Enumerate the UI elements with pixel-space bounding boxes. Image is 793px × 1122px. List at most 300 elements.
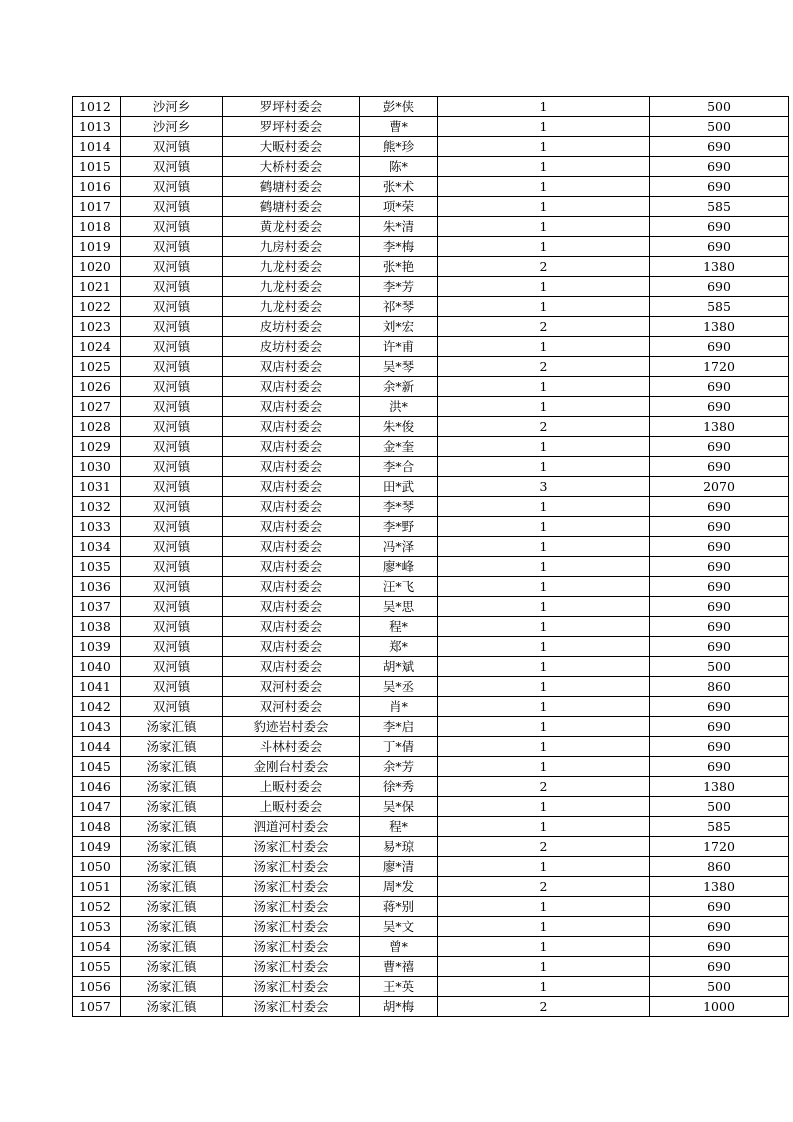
village-committee-cell: 双店村委会	[223, 657, 360, 677]
village-committee-cell: 双店村委会	[223, 637, 360, 657]
amount-cell: 1380	[650, 317, 789, 337]
amount-cell: 690	[650, 237, 789, 257]
town-cell: 双河镇	[121, 357, 223, 377]
village-committee-cell: 鹤塘村委会	[223, 197, 360, 217]
table-row	[73, 97, 789, 117]
town-cell: 汤家汇镇	[121, 837, 223, 857]
town-cell: 双河镇	[121, 317, 223, 337]
table-row	[73, 217, 789, 237]
town-cell: 双河镇	[121, 197, 223, 217]
town-cell: 汤家汇镇	[121, 957, 223, 977]
count-cell: 1	[438, 377, 650, 397]
name-cell: 朱*清	[360, 217, 438, 237]
town-cell: 双河镇	[121, 617, 223, 637]
town-cell: 汤家汇镇	[121, 737, 223, 757]
row-number: 1044	[73, 737, 121, 757]
count-cell: 1	[438, 857, 650, 877]
count-cell: 1	[438, 217, 650, 237]
table-row	[73, 157, 789, 177]
village-committee-cell: 双店村委会	[223, 557, 360, 577]
town-cell: 双河镇	[121, 177, 223, 197]
amount-cell: 690	[650, 917, 789, 937]
village-committee-cell: 金刚台村委会	[223, 757, 360, 777]
village-committee-cell: 斗林村委会	[223, 737, 360, 757]
amount-cell: 690	[650, 577, 789, 597]
count-cell: 1	[438, 597, 650, 617]
village-committee-cell: 罗坪村委会	[223, 117, 360, 137]
count-cell: 1	[438, 237, 650, 257]
row-number: 1023	[73, 317, 121, 337]
count-cell: 1	[438, 617, 650, 637]
amount-cell: 860	[650, 857, 789, 877]
village-committee-cell: 汤家汇村委会	[223, 997, 360, 1017]
row-number: 1040	[73, 657, 121, 677]
amount-cell: 690	[650, 397, 789, 417]
count-cell: 3	[438, 477, 650, 497]
name-cell: 余*新	[360, 377, 438, 397]
table-row	[73, 717, 789, 737]
town-cell: 双河镇	[121, 277, 223, 297]
name-cell: 曾*	[360, 937, 438, 957]
count-cell: 1	[438, 297, 650, 317]
town-cell: 双河镇	[121, 337, 223, 357]
village-committee-cell: 罗坪村委会	[223, 97, 360, 117]
table-row	[73, 477, 789, 497]
row-number: 1014	[73, 137, 121, 157]
town-cell: 沙河乡	[121, 97, 223, 117]
name-cell: 熊*珍	[360, 137, 438, 157]
table-row	[73, 877, 789, 897]
name-cell: 张*术	[360, 177, 438, 197]
table-row	[73, 897, 789, 917]
amount-cell: 500	[650, 97, 789, 117]
count-cell: 1	[438, 817, 650, 837]
count-cell: 1	[438, 697, 650, 717]
village-committee-cell: 双店村委会	[223, 517, 360, 537]
village-committee-cell: 双店村委会	[223, 457, 360, 477]
amount-cell: 500	[650, 657, 789, 677]
row-number: 1057	[73, 997, 121, 1017]
amount-cell: 1000	[650, 997, 789, 1017]
row-number: 1050	[73, 857, 121, 877]
count-cell: 1	[438, 677, 650, 697]
count-cell: 1	[438, 537, 650, 557]
row-number: 1036	[73, 577, 121, 597]
table-row	[73, 197, 789, 217]
row-number: 1018	[73, 217, 121, 237]
count-cell: 1	[438, 977, 650, 997]
amount-cell: 690	[650, 437, 789, 457]
table-row	[73, 257, 789, 277]
village-committee-cell: 双店村委会	[223, 357, 360, 377]
count-cell: 1	[438, 177, 650, 197]
amount-cell: 690	[650, 377, 789, 397]
village-committee-cell: 九龙村委会	[223, 297, 360, 317]
village-committee-cell: 九房村委会	[223, 237, 360, 257]
amount-cell: 1380	[650, 777, 789, 797]
village-committee-cell: 双店村委会	[223, 377, 360, 397]
amount-cell: 690	[650, 157, 789, 177]
amount-cell: 690	[650, 337, 789, 357]
name-cell: 廖*清	[360, 857, 438, 877]
village-committee-cell: 双店村委会	[223, 437, 360, 457]
name-cell: 吴*文	[360, 917, 438, 937]
count-cell: 1	[438, 917, 650, 937]
village-committee-cell: 皮坊村委会	[223, 337, 360, 357]
table-row	[73, 417, 789, 437]
town-cell: 双河镇	[121, 417, 223, 437]
amount-cell: 690	[650, 637, 789, 657]
name-cell: 程*	[360, 617, 438, 637]
count-cell: 1	[438, 277, 650, 297]
village-committee-cell: 双店村委会	[223, 597, 360, 617]
name-cell: 汪*飞	[360, 577, 438, 597]
name-cell: 吴*琴	[360, 357, 438, 377]
name-cell: 项*荣	[360, 197, 438, 217]
town-cell: 汤家汇镇	[121, 917, 223, 937]
table-row	[73, 297, 789, 317]
amount-cell: 690	[650, 597, 789, 617]
count-cell: 2	[438, 837, 650, 857]
town-cell: 双河镇	[121, 137, 223, 157]
town-cell: 双河镇	[121, 457, 223, 477]
village-committee-cell: 双店村委会	[223, 417, 360, 437]
town-cell: 汤家汇镇	[121, 897, 223, 917]
row-number: 1028	[73, 417, 121, 437]
row-number: 1019	[73, 237, 121, 257]
table-row	[73, 757, 789, 777]
village-committee-cell: 双河村委会	[223, 697, 360, 717]
name-cell: 田*武	[360, 477, 438, 497]
count-cell: 1	[438, 757, 650, 777]
table-row	[73, 497, 789, 517]
row-number: 1045	[73, 757, 121, 777]
count-cell: 1	[438, 337, 650, 357]
town-cell: 双河镇	[121, 237, 223, 257]
row-number: 1025	[73, 357, 121, 377]
table-row	[73, 137, 789, 157]
count-cell: 1	[438, 717, 650, 737]
table-row	[73, 277, 789, 297]
row-number: 1052	[73, 897, 121, 917]
town-cell: 双河镇	[121, 297, 223, 317]
count-cell: 1	[438, 657, 650, 677]
count-cell: 1	[438, 577, 650, 597]
table-row	[73, 177, 789, 197]
table-row	[73, 397, 789, 417]
amount-cell: 690	[650, 897, 789, 917]
village-committee-cell: 豹迹岩村委会	[223, 717, 360, 737]
amount-cell: 690	[650, 457, 789, 477]
table-row	[73, 917, 789, 937]
name-cell: 蒋*别	[360, 897, 438, 917]
amount-cell: 690	[650, 717, 789, 737]
table-row	[73, 337, 789, 357]
row-number: 1031	[73, 477, 121, 497]
town-cell: 汤家汇镇	[121, 717, 223, 737]
town-cell: 双河镇	[121, 517, 223, 537]
name-cell: 王*英	[360, 977, 438, 997]
village-committee-cell: 汤家汇村委会	[223, 857, 360, 877]
table-row	[73, 657, 789, 677]
name-cell: 曹*	[360, 117, 438, 137]
count-cell: 2	[438, 357, 650, 377]
row-number: 1013	[73, 117, 121, 137]
count-cell: 1	[438, 897, 650, 917]
count-cell: 1	[438, 937, 650, 957]
count-cell: 1	[438, 197, 650, 217]
count-cell: 2	[438, 317, 650, 337]
name-cell: 许*甫	[360, 337, 438, 357]
village-committee-cell: 九龙村委会	[223, 257, 360, 277]
table-row	[73, 817, 789, 837]
town-cell: 双河镇	[121, 497, 223, 517]
town-cell: 双河镇	[121, 477, 223, 497]
table-row	[73, 377, 789, 397]
amount-cell: 690	[650, 137, 789, 157]
name-cell: 洪*	[360, 397, 438, 417]
name-cell: 李*梅	[360, 237, 438, 257]
name-cell: 丁*倩	[360, 737, 438, 757]
town-cell: 双河镇	[121, 377, 223, 397]
row-number: 1046	[73, 777, 121, 797]
town-cell: 汤家汇镇	[121, 997, 223, 1017]
town-cell: 双河镇	[121, 257, 223, 277]
row-number: 1027	[73, 397, 121, 417]
village-committee-cell: 九龙村委会	[223, 277, 360, 297]
row-number: 1048	[73, 817, 121, 837]
amount-cell: 860	[650, 677, 789, 697]
town-cell: 双河镇	[121, 557, 223, 577]
village-committee-cell: 汤家汇村委会	[223, 977, 360, 997]
name-cell: 周*发	[360, 877, 438, 897]
village-committee-cell: 泗道河村委会	[223, 817, 360, 837]
name-cell: 张*艳	[360, 257, 438, 277]
count-cell: 2	[438, 877, 650, 897]
amount-cell: 1720	[650, 357, 789, 377]
table-row	[73, 357, 789, 377]
table-row	[73, 117, 789, 137]
table-row	[73, 537, 789, 557]
table-row	[73, 797, 789, 817]
village-committee-cell: 鹤塘村委会	[223, 177, 360, 197]
table-row	[73, 957, 789, 977]
town-cell: 双河镇	[121, 397, 223, 417]
amount-cell: 500	[650, 797, 789, 817]
table-row	[73, 857, 789, 877]
town-cell: 汤家汇镇	[121, 777, 223, 797]
count-cell: 1	[438, 737, 650, 757]
town-cell: 双河镇	[121, 597, 223, 617]
name-cell: 李*野	[360, 517, 438, 537]
village-committee-cell: 双店村委会	[223, 397, 360, 417]
village-committee-cell: 上畈村委会	[223, 797, 360, 817]
name-cell: 陈*	[360, 157, 438, 177]
town-cell: 汤家汇镇	[121, 877, 223, 897]
row-number: 1042	[73, 697, 121, 717]
amount-cell: 690	[650, 937, 789, 957]
amount-cell: 585	[650, 197, 789, 217]
name-cell: 刘*宏	[360, 317, 438, 337]
row-number: 1030	[73, 457, 121, 477]
count-cell: 2	[438, 257, 650, 277]
amount-cell: 690	[650, 497, 789, 517]
count-cell: 2	[438, 777, 650, 797]
count-cell: 1	[438, 97, 650, 117]
row-number: 1024	[73, 337, 121, 357]
table-row	[73, 997, 789, 1017]
name-cell: 金*奎	[360, 437, 438, 457]
name-cell: 胡*梅	[360, 997, 438, 1017]
name-cell: 余*芳	[360, 757, 438, 777]
village-committee-cell: 双店村委会	[223, 617, 360, 637]
row-number: 1035	[73, 557, 121, 577]
village-committee-cell: 汤家汇村委会	[223, 837, 360, 857]
count-cell: 1	[438, 457, 650, 477]
table-row	[73, 437, 789, 457]
name-cell: 彭*侠	[360, 97, 438, 117]
name-cell: 李*启	[360, 717, 438, 737]
row-number: 1034	[73, 537, 121, 557]
count-cell: 1	[438, 957, 650, 977]
name-cell: 祁*琴	[360, 297, 438, 317]
name-cell: 吴*思	[360, 597, 438, 617]
count-cell: 1	[438, 497, 650, 517]
count-cell: 1	[438, 637, 650, 657]
count-cell: 1	[438, 117, 650, 137]
amount-cell: 690	[650, 177, 789, 197]
count-cell: 2	[438, 417, 650, 437]
village-committee-cell: 汤家汇村委会	[223, 937, 360, 957]
town-cell: 汤家汇镇	[121, 757, 223, 777]
row-number: 1038	[73, 617, 121, 637]
table-row	[73, 637, 789, 657]
town-cell: 汤家汇镇	[121, 797, 223, 817]
amount-cell: 1720	[650, 837, 789, 857]
village-committee-cell: 双店村委会	[223, 497, 360, 517]
row-number: 1017	[73, 197, 121, 217]
table-row	[73, 737, 789, 757]
row-number: 1037	[73, 597, 121, 617]
village-committee-cell: 上畈村委会	[223, 777, 360, 797]
amount-cell: 690	[650, 697, 789, 717]
name-cell: 廖*峰	[360, 557, 438, 577]
name-cell: 曹*禧	[360, 957, 438, 977]
amount-cell: 1380	[650, 877, 789, 897]
amount-cell: 690	[650, 957, 789, 977]
row-number: 1039	[73, 637, 121, 657]
row-number: 1053	[73, 917, 121, 937]
table-row	[73, 777, 789, 797]
table-row	[73, 517, 789, 537]
table-row	[73, 237, 789, 257]
table-row	[73, 937, 789, 957]
count-cell: 1	[438, 797, 650, 817]
count-cell: 1	[438, 437, 650, 457]
town-cell: 双河镇	[121, 697, 223, 717]
amount-cell: 690	[650, 217, 789, 237]
table-row	[73, 677, 789, 697]
table-row	[73, 557, 789, 577]
town-cell: 双河镇	[121, 677, 223, 697]
town-cell: 汤家汇镇	[121, 857, 223, 877]
name-cell: 郑*	[360, 637, 438, 657]
name-cell: 朱*俊	[360, 417, 438, 437]
village-committee-cell: 大畈村委会	[223, 137, 360, 157]
row-number: 1051	[73, 877, 121, 897]
village-committee-cell: 汤家汇村委会	[223, 897, 360, 917]
village-committee-cell: 汤家汇村委会	[223, 957, 360, 977]
amount-cell: 690	[650, 617, 789, 637]
name-cell: 吴*丞	[360, 677, 438, 697]
town-cell: 沙河乡	[121, 117, 223, 137]
amount-cell: 690	[650, 557, 789, 577]
table-row	[73, 617, 789, 637]
name-cell: 冯*泽	[360, 537, 438, 557]
amount-cell: 500	[650, 117, 789, 137]
name-cell: 胡*斌	[360, 657, 438, 677]
row-number: 1022	[73, 297, 121, 317]
row-number: 1043	[73, 717, 121, 737]
village-committee-cell: 黄龙村委会	[223, 217, 360, 237]
row-number: 1055	[73, 957, 121, 977]
count-cell: 1	[438, 397, 650, 417]
name-cell: 程*	[360, 817, 438, 837]
town-cell: 双河镇	[121, 217, 223, 237]
row-number: 1012	[73, 97, 121, 117]
town-cell: 汤家汇镇	[121, 817, 223, 837]
count-cell: 1	[438, 557, 650, 577]
row-number: 1021	[73, 277, 121, 297]
name-cell: 吴*保	[360, 797, 438, 817]
amount-cell: 1380	[650, 257, 789, 277]
row-number: 1026	[73, 377, 121, 397]
row-number: 1047	[73, 797, 121, 817]
row-number: 1056	[73, 977, 121, 997]
town-cell: 双河镇	[121, 537, 223, 557]
row-number: 1032	[73, 497, 121, 517]
table-row	[73, 317, 789, 337]
row-number: 1041	[73, 677, 121, 697]
amount-cell: 690	[650, 757, 789, 777]
village-committee-cell: 双店村委会	[223, 537, 360, 557]
data-table	[72, 96, 789, 1017]
village-committee-cell: 皮坊村委会	[223, 317, 360, 337]
table-row	[73, 837, 789, 857]
row-number: 1029	[73, 437, 121, 457]
row-number: 1033	[73, 517, 121, 537]
amount-cell: 500	[650, 977, 789, 997]
table-row	[73, 697, 789, 717]
table-body	[73, 97, 789, 1017]
town-cell: 双河镇	[121, 437, 223, 457]
village-committee-cell: 汤家汇村委会	[223, 917, 360, 937]
row-number: 1015	[73, 157, 121, 177]
count-cell: 1	[438, 157, 650, 177]
name-cell: 李*合	[360, 457, 438, 477]
amount-cell: 2070	[650, 477, 789, 497]
name-cell: 易*琼	[360, 837, 438, 857]
amount-cell: 690	[650, 537, 789, 557]
town-cell: 汤家汇镇	[121, 977, 223, 997]
amount-cell: 585	[650, 297, 789, 317]
amount-cell: 690	[650, 737, 789, 757]
village-committee-cell: 双店村委会	[223, 577, 360, 597]
village-committee-cell: 汤家汇村委会	[223, 877, 360, 897]
village-committee-cell: 大桥村委会	[223, 157, 360, 177]
amount-cell: 1380	[650, 417, 789, 437]
table-row	[73, 457, 789, 477]
